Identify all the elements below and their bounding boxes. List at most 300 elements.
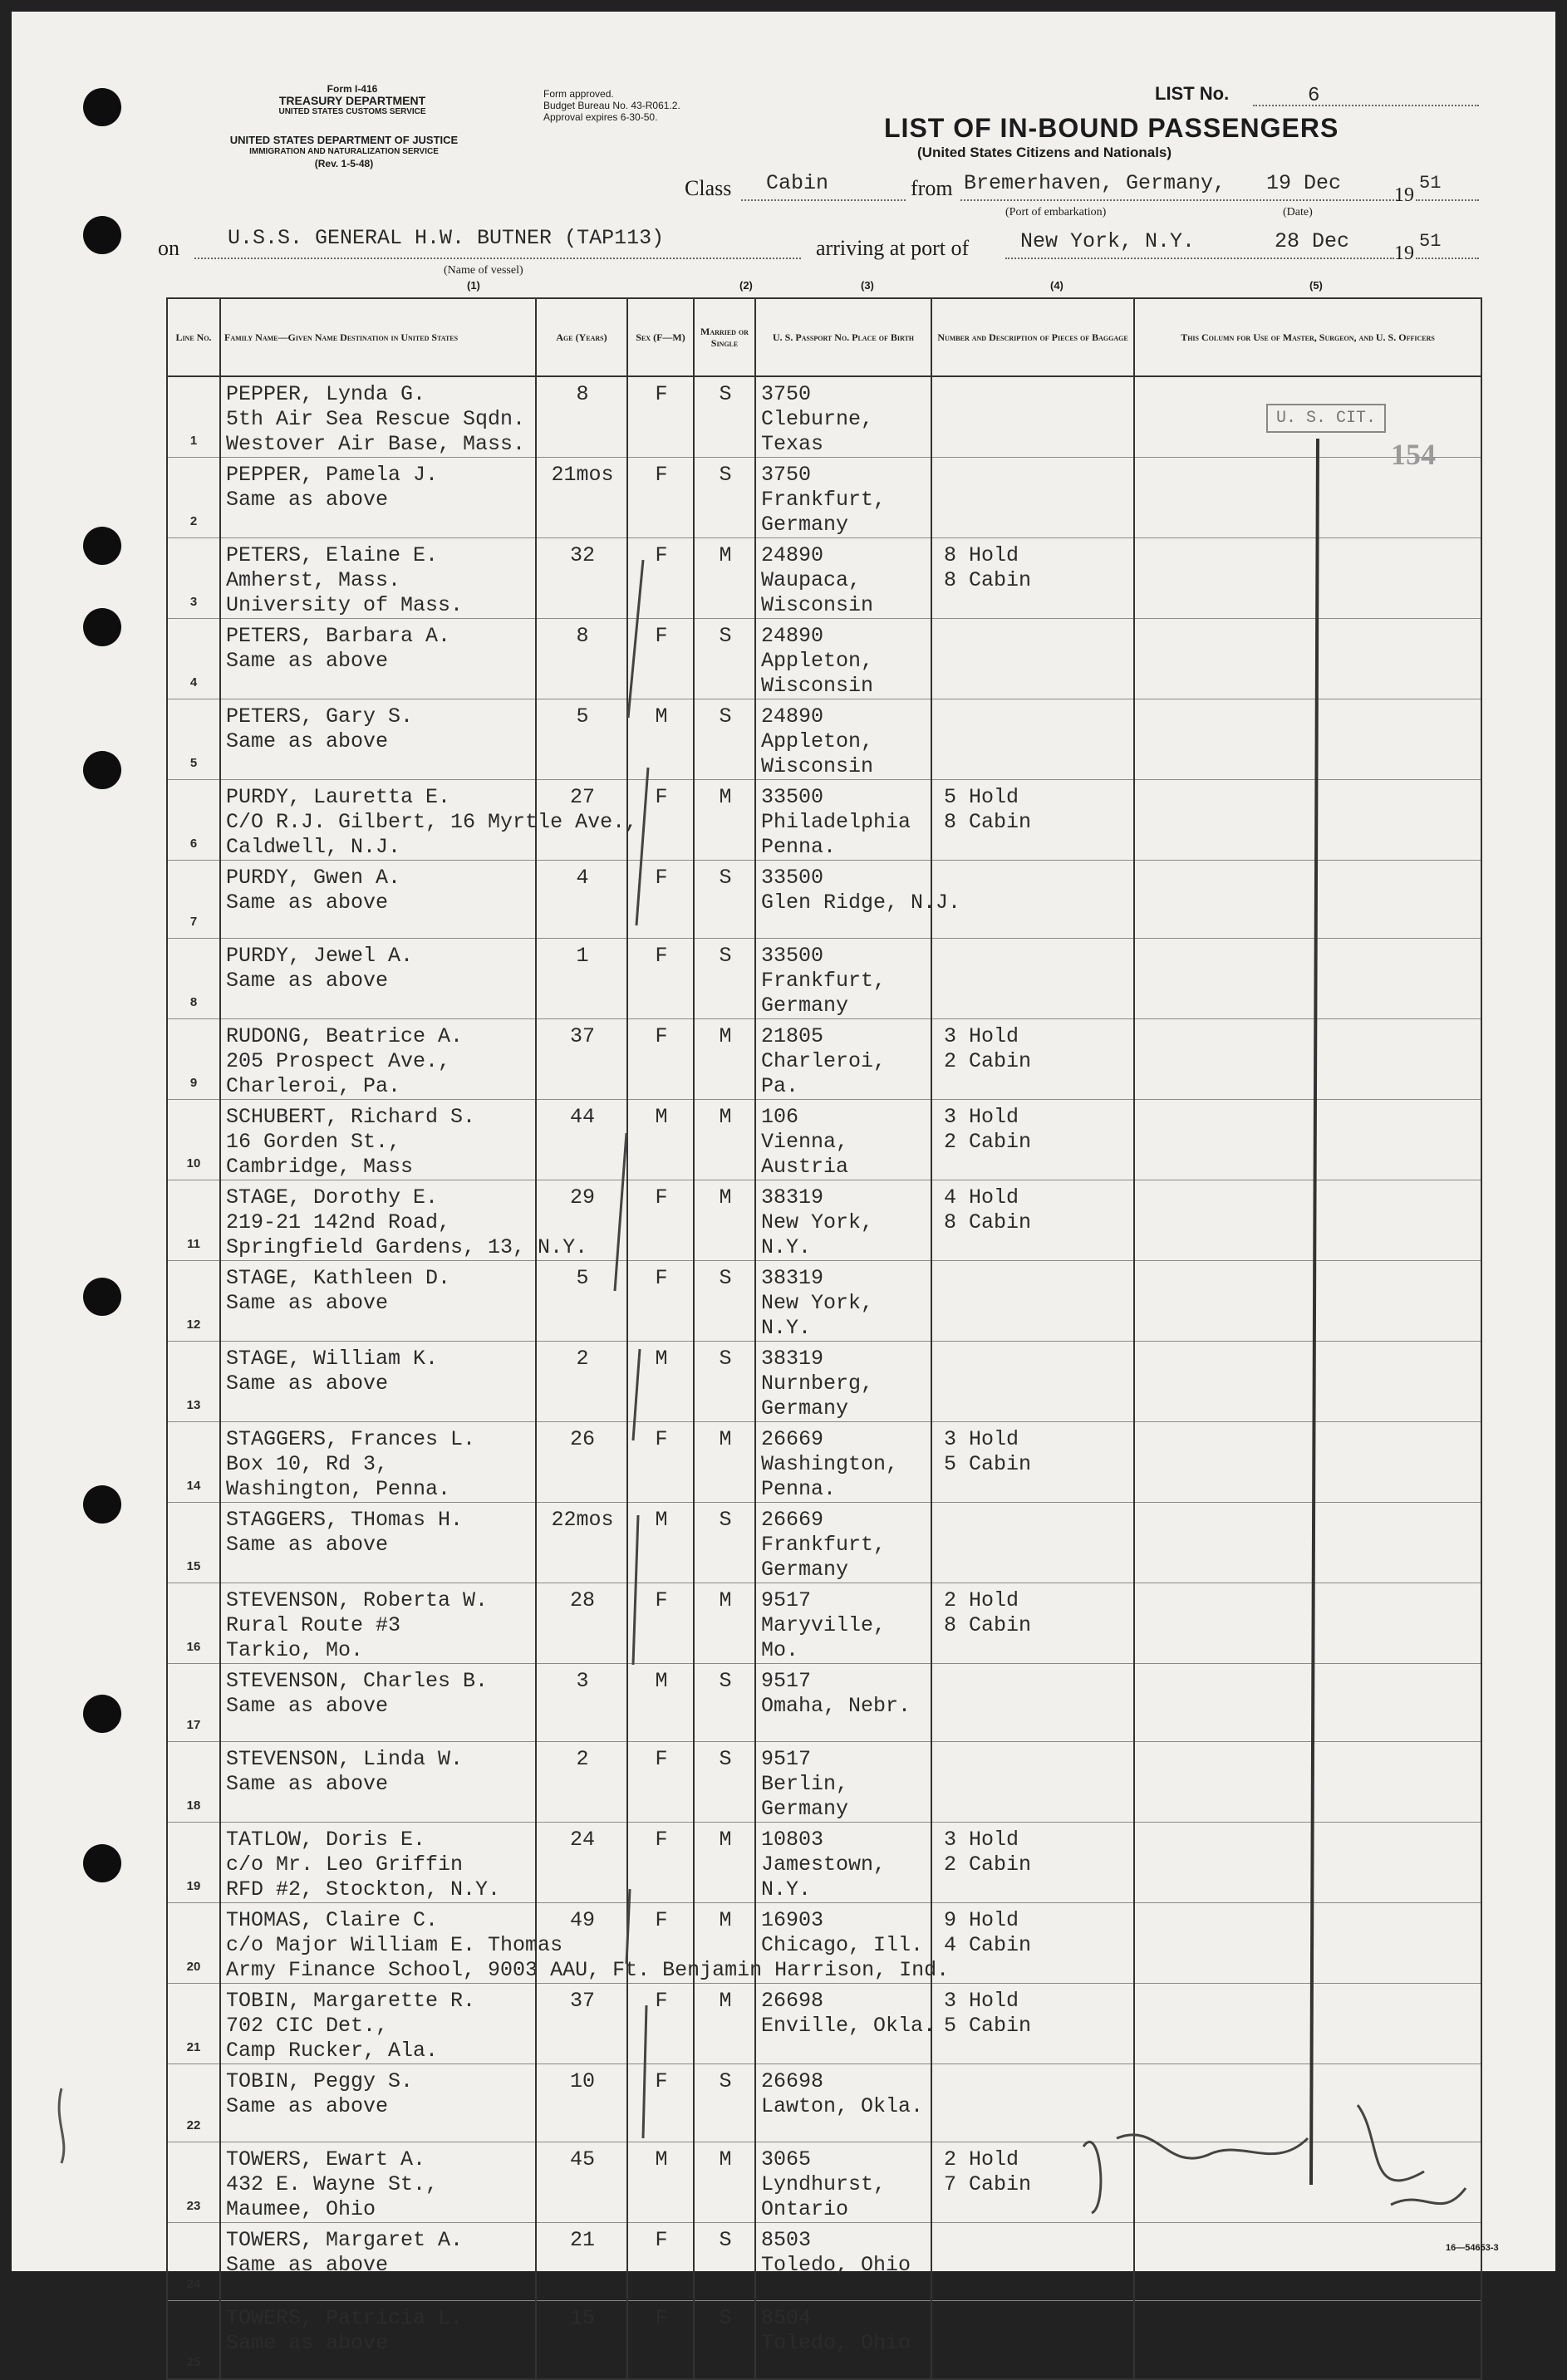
baggage-cell [931,2223,1134,2301]
name-line: PEPPER, Pamela J. [226,463,439,487]
binder-hole [83,527,121,565]
bag-line: 2 Hold [944,2147,1019,2171]
name-line: TOBIN, Peggy S. [226,2069,414,2093]
bag-line: 2 Cabin [944,1130,1032,1154]
name-line: c/o Major William E. Thomas [226,1933,563,1957]
pp-line: 8504 [761,2306,812,2330]
stamp-number: 154 [1391,438,1436,471]
pp-line: New York, [761,1291,874,1315]
from-label: from [911,176,953,200]
name-line: THOMAS, Claire C. [226,1908,439,1932]
name-line: SCHUBERT, Richard S. [226,1105,476,1129]
marital-cell: S [694,1742,755,1823]
officer-cell [1134,538,1481,619]
line-number: 7 [167,861,220,939]
age-cell: 15 [536,2301,627,2380]
line-number: 13 [167,1342,220,1422]
binder-hole [83,1278,121,1316]
pp-line: Germany [761,1396,849,1421]
pp-line: New York, [761,1210,874,1234]
age-cell: 27 [536,780,627,861]
date-caption: (Date) [1283,206,1313,218]
header-sex: Sex (F—M) [627,298,694,376]
name-line: STAGGERS, Frances L. [226,1427,476,1451]
passenger-name-cell [220,1503,536,1583]
table-row [167,1503,1481,1583]
name-line: STEVENSON, Linda W. [226,1747,464,1771]
passenger-name-cell [220,1823,536,1903]
line-number: 4 [167,619,220,699]
bag-line: 5 Cabin [944,1452,1032,1476]
sex-cell: M [627,1664,694,1742]
vessel-name: U.S.S. GENERAL H.W. BUTNER (TAP113) [228,226,665,250]
on-label: on [158,236,179,260]
baggage-cell [931,1342,1134,1422]
marital-cell: S [694,619,755,699]
pp-line: Mo. [761,1638,799,1662]
line-number: 2 [167,458,220,538]
bag-line: 8 Hold [944,543,1019,567]
passenger-name-cell [220,939,536,1019]
marital-cell: S [694,1261,755,1342]
bag-line: 2 Hold [944,1588,1019,1612]
page-subtitle: (United States Citizens and Nationals) [917,145,1172,160]
pp-line: 26669 [761,1427,824,1451]
name-line: STAGE, Dorothy E. [226,1185,439,1210]
age-cell: 3 [536,1664,627,1742]
pp-line: Glen Ridge, N.J. [761,891,961,915]
pp-line: Appleton, [761,729,874,753]
line-number: 19 [167,1823,220,1903]
col-num-3: (3) [861,279,874,292]
name-line: Tarkio, Mo. [226,1638,364,1662]
name-line: University of Mass. [226,593,464,617]
marital-cell: M [694,1984,755,2064]
line-number: 9 [167,1019,220,1100]
officer-cell [1134,1261,1481,1342]
pp-line: 38319 [761,1185,824,1210]
baggage-cell [931,376,1134,458]
pp-line: Berlin, [761,1772,849,1796]
class-label: Class [685,176,732,200]
officer-cell [1134,619,1481,699]
name-line: 219-21 142nd Road, [226,1210,451,1234]
passport-cell [755,538,931,619]
arrival-year-suffix: 51 [1419,231,1442,252]
name-line: Same as above [226,969,389,993]
table-row [167,2142,1481,2223]
justice-block [161,135,527,169]
age-cell: 1 [536,939,627,1019]
pp-line: 9517 [761,1669,812,1693]
passport-cell [755,939,931,1019]
baggage-cell [931,458,1134,538]
passenger-name-cell [220,538,536,619]
table-row [167,1984,1481,2064]
bag-line: 2 Cabin [944,1852,1032,1877]
pp-line: Lyndhurst, [761,2172,887,2196]
pp-line: N.Y. [761,1316,812,1340]
passenger-name-cell [220,699,536,780]
bag-line: 3 Hold [944,1024,1019,1048]
bag-line: 4 Hold [944,1185,1019,1210]
form-approved: Form approved. [543,88,614,100]
sex-cell: F [627,861,694,939]
port-caption: (Port of embarkation) [1005,206,1107,218]
name-line: Same as above [226,2331,389,2355]
sex-cell: F [627,1422,694,1503]
sex-cell: F [627,619,694,699]
binder-hole [83,1844,121,1882]
table-row [167,538,1481,619]
name-line: STAGGERS, THomas H. [226,1508,464,1532]
age-cell: 8 [536,376,627,458]
bag-line: 5 Hold [944,785,1019,809]
pp-line: 106 [761,1105,799,1129]
baggage-cell [931,619,1134,699]
from-date-value: 19 Dec [1266,171,1342,195]
line-number: 6 [167,780,220,861]
pp-line: Frankfurt, [761,488,887,512]
name-line: 5th Air Sea Rescue Sqdn. [226,407,526,431]
pp-line: 26698 [761,1989,824,2013]
age-cell: 49 [536,1903,627,1984]
bag-line: 4 Cabin [944,1933,1032,1957]
line-number: 17 [167,1664,220,1742]
marital-cell: M [694,1583,755,1664]
marital-cell: S [694,2223,755,2301]
pp-line: Frankfurt, [761,969,887,993]
binder-hole [83,751,121,789]
name-line: Army Finance School, 9003 AAU, Ft. Benjamin Harrison, Ind. [226,1958,950,1982]
name-line: Camp Rucker, Ala. [226,2039,439,2063]
name-line: TOWERS, Patricia L. [226,2306,464,2330]
sex-cell: M [627,1503,694,1583]
pp-line: Maryville, [761,1613,887,1637]
passport-cell [755,1180,931,1261]
passport-cell [755,1261,931,1342]
line-number: 1 [167,376,220,458]
name-line: PETERS, Barbara A. [226,624,451,648]
bag-line: 8 Cabin [944,810,1032,834]
table-row [167,619,1481,699]
name-line: 16 Gorden St., [226,1130,401,1154]
col-num-5: (5) [1309,279,1323,292]
age-cell: 24 [536,1823,627,1903]
pp-line: Texas [761,432,824,456]
pp-line: Chicago, Ill. [761,1933,924,1957]
officer-cell [1134,1984,1481,2064]
name-line: TATLOW, Doris E. [226,1828,426,1852]
pp-line: Jamestown, [761,1852,887,1877]
line-number: 10 [167,1100,220,1180]
name-line: 432 E. Wayne St., [226,2172,439,2196]
pp-line: Wisconsin [761,754,874,778]
line-number: 3 [167,538,220,619]
bag-line: 8 Cabin [944,1210,1032,1234]
baggage-cell [931,1664,1134,1742]
list-number-label: LIST No. [1155,83,1230,104]
passenger-name-cell [220,458,536,538]
table-row [167,1261,1481,1342]
bag-line: 7 Cabin [944,2172,1032,2196]
sex-cell: M [627,1100,694,1180]
binder-hole [83,88,121,126]
passport-cell [755,1422,931,1503]
baggage-cell [931,1984,1134,2064]
pp-line: N.Y. [761,1235,812,1259]
pp-line: 3065 [761,2147,812,2171]
arrival-date: 28 Dec [1275,229,1350,253]
name-line: TOWERS, Ewart A. [226,2147,426,2171]
sex-cell: F [627,458,694,538]
marital-cell: S [694,1664,755,1742]
sex-cell: F [627,939,694,1019]
table-row [167,2301,1481,2380]
marital-cell: M [694,780,755,861]
line-number: 11 [167,1180,220,1261]
name-line: Washington, Penna. [226,1477,451,1501]
age-cell: 10 [536,2064,627,2142]
name-line: STAGE, Kathleen D. [226,1266,451,1290]
baggage-cell [931,1583,1134,1664]
customs-service: UNITED STATES CUSTOMS SERVICE [278,107,426,116]
bag-line: 3 Hold [944,1828,1019,1852]
line-number: 8 [167,939,220,1019]
pp-line: Toledo, Ohio [761,2253,911,2277]
pp-line: 24890 [761,704,824,729]
passport-cell [755,619,931,699]
passport-cell [755,1664,931,1742]
line-number: 12 [167,1261,220,1342]
table-row [167,1100,1481,1180]
table-row [167,2064,1481,2142]
baggage-cell [931,2064,1134,2142]
table-row [167,780,1481,861]
name-line: Same as above [226,2253,389,2277]
name-line: Same as above [226,1772,389,1796]
name-line: TOBIN, Margarette R. [226,1989,476,2013]
binder-hole [83,608,121,646]
bag-line: 5 Cabin [944,2014,1032,2038]
age-cell: 5 [536,699,627,780]
name-line: Amherst, Mass. [226,568,401,592]
table-row [167,1422,1481,1503]
marital-cell: M [694,1180,755,1261]
pp-line: 24890 [761,624,824,648]
baggage-cell [931,2142,1134,2223]
manifest-page [12,12,1555,2369]
name-line: Same as above [226,729,389,753]
baggage-cell [931,1180,1134,1261]
passenger-name-cell [220,1019,536,1100]
budget-block [543,88,759,123]
table-row [167,1903,1481,1984]
baggage-cell [931,2301,1134,2380]
table-row [167,1664,1481,1742]
passport-cell [755,2064,931,2142]
sex-cell: F [627,1261,694,1342]
baggage-cell [931,1100,1134,1180]
pp-line: Appleton, [761,649,874,673]
passport-cell [755,1503,931,1583]
marital-cell: S [694,1342,755,1422]
from-year-prefix: 19 [1394,184,1414,206]
baggage-cell [931,780,1134,861]
passport-cell [755,1019,931,1100]
footer-code: 16—54653-3 [1446,2243,1499,2253]
officer-cell [1134,1422,1481,1503]
passenger-name-cell [220,619,536,699]
officer-cell [1134,1742,1481,1823]
passport-cell [755,458,931,538]
col-num-4: (4) [1050,279,1063,292]
passenger-table [166,297,1482,2380]
bag-line: 2 Cabin [944,1049,1032,1073]
age-cell: 2 [536,1342,627,1422]
sex-cell: F [627,1180,694,1261]
table-row [167,1180,1481,1261]
binder-hole [83,216,121,254]
pp-line: 33500 [761,785,824,809]
name-line: c/o Mr. Leo Griffin [226,1852,464,1877]
age-cell: 21mos [536,458,627,538]
line-number: 22 [167,2064,220,2142]
binder-hole [83,1695,121,1733]
officer-cell [1134,1903,1481,1984]
table-header-row [167,298,1481,376]
pp-line: 33500 [761,944,824,968]
pp-line: Omaha, Nebr. [761,1694,911,1718]
age-cell: 21 [536,2223,627,2301]
header-name: Family Name—Given Name Destination in United States [220,298,536,376]
pp-line: 9517 [761,1588,812,1612]
passport-cell [755,2301,931,2380]
officer-cell [1134,2301,1481,2380]
pp-line: Ontario [761,2197,849,2221]
marital-cell: S [694,2301,755,2380]
age-cell: 45 [536,2142,627,2223]
passport-cell [755,1342,931,1422]
passenger-name-cell [220,861,536,939]
margin-mark [59,2088,64,2163]
passport-cell [755,1742,931,1823]
marital-cell: M [694,1019,755,1100]
name-line: RUDONG, Beatrice A. [226,1024,464,1048]
passport-cell [755,780,931,861]
pp-line: Germany [761,994,849,1018]
pp-line: Charleroi, [761,1049,887,1073]
pp-line: Enville, Okla. [761,2014,936,2038]
page-title: LIST OF IN-BOUND PASSENGERS [884,113,1339,143]
table-row [167,2223,1481,2301]
marital-cell: S [694,458,755,538]
passenger-name-cell [220,1583,536,1664]
name-line: Springfield Gardens, 13, N.Y. [226,1235,588,1259]
bag-line: 9 Hold [944,1908,1019,1932]
name-line: TOWERS, Margaret A. [226,2228,464,2252]
binder-hole [83,1485,121,1524]
form-number: Form I-416 [327,83,378,95]
baggage-cell [931,1261,1134,1342]
arriving-label: arriving at port of [816,236,970,260]
name-line: Charleroi, Pa. [226,1074,401,1098]
baggage-cell [931,1903,1134,1984]
table-row [167,939,1481,1019]
list-number-value: 6 [1308,85,1320,107]
header-line: Line No. [167,298,220,376]
table-row [167,458,1481,538]
name-line: Cambridge, Mass [226,1155,414,1179]
name-line: C/O R.J. Gilbert, 16 Myrtle Ave., [226,810,638,834]
pp-line: Washington, [761,1452,899,1476]
age-cell: 2 [536,1742,627,1823]
bag-line: 8 Cabin [944,1613,1032,1637]
passenger-name-cell [220,1261,536,1342]
table-row [167,699,1481,780]
col-num-2: (2) [739,279,753,292]
passenger-name-cell [220,1664,536,1742]
officer-cell [1134,2142,1481,2223]
sex-cell: M [627,1342,694,1422]
age-cell: 5 [536,1261,627,1342]
passport-cell [755,1100,931,1180]
passenger-name-cell [220,1742,536,1823]
pp-line: 8503 [761,2228,812,2252]
passenger-name-cell [220,376,536,458]
line-number: 21 [167,1984,220,2064]
name-line: PETERS, Gary S. [226,704,414,729]
bag-line: 3 Hold [944,1105,1019,1129]
passenger-name-cell [220,2301,536,2380]
passport-cell [755,2223,931,2301]
pp-line: 38319 [761,1347,824,1371]
bag-line: 3 Hold [944,1989,1019,2013]
name-line: Same as above [226,1291,389,1315]
marital-cell: M [694,1903,755,1984]
passport-cell [755,861,961,939]
officer-cell [1134,780,1481,861]
name-line: PURDY, Jewel A. [226,944,414,968]
marital-cell: S [694,939,755,1019]
pp-line: Nurnberg, [761,1372,874,1396]
pp-line: Cleburne, [761,407,874,431]
age-cell: 22mos [536,1503,627,1583]
name-line: Same as above [226,1372,389,1396]
passenger-name-cell [220,2064,536,2142]
table-row [167,1742,1481,1823]
form-agency-block [219,83,485,118]
marital-cell: S [694,699,755,780]
passport-cell [755,1583,931,1664]
name-line: Same as above [226,1533,389,1557]
from-port-value: Bremerhaven, Germany, [964,171,1226,195]
pp-line: Penna. [761,1477,837,1501]
age-cell: 29 [536,1180,627,1261]
pp-line: Wisconsin [761,674,874,698]
pp-line: Waupaca, [761,568,862,592]
sex-cell: F [627,376,694,458]
name-line: Same as above [226,1694,389,1718]
officer-cell [1134,1583,1481,1664]
line-number: 5 [167,699,220,780]
justice-dept: UNITED STATES DEPARTMENT OF JUSTICE [229,134,459,146]
age-cell: 8 [536,619,627,699]
sex-cell: M [627,2142,694,2223]
pp-line: Germany [761,1797,849,1821]
sex-cell: F [627,1019,694,1100]
pp-line: Philadelphia [761,810,911,834]
